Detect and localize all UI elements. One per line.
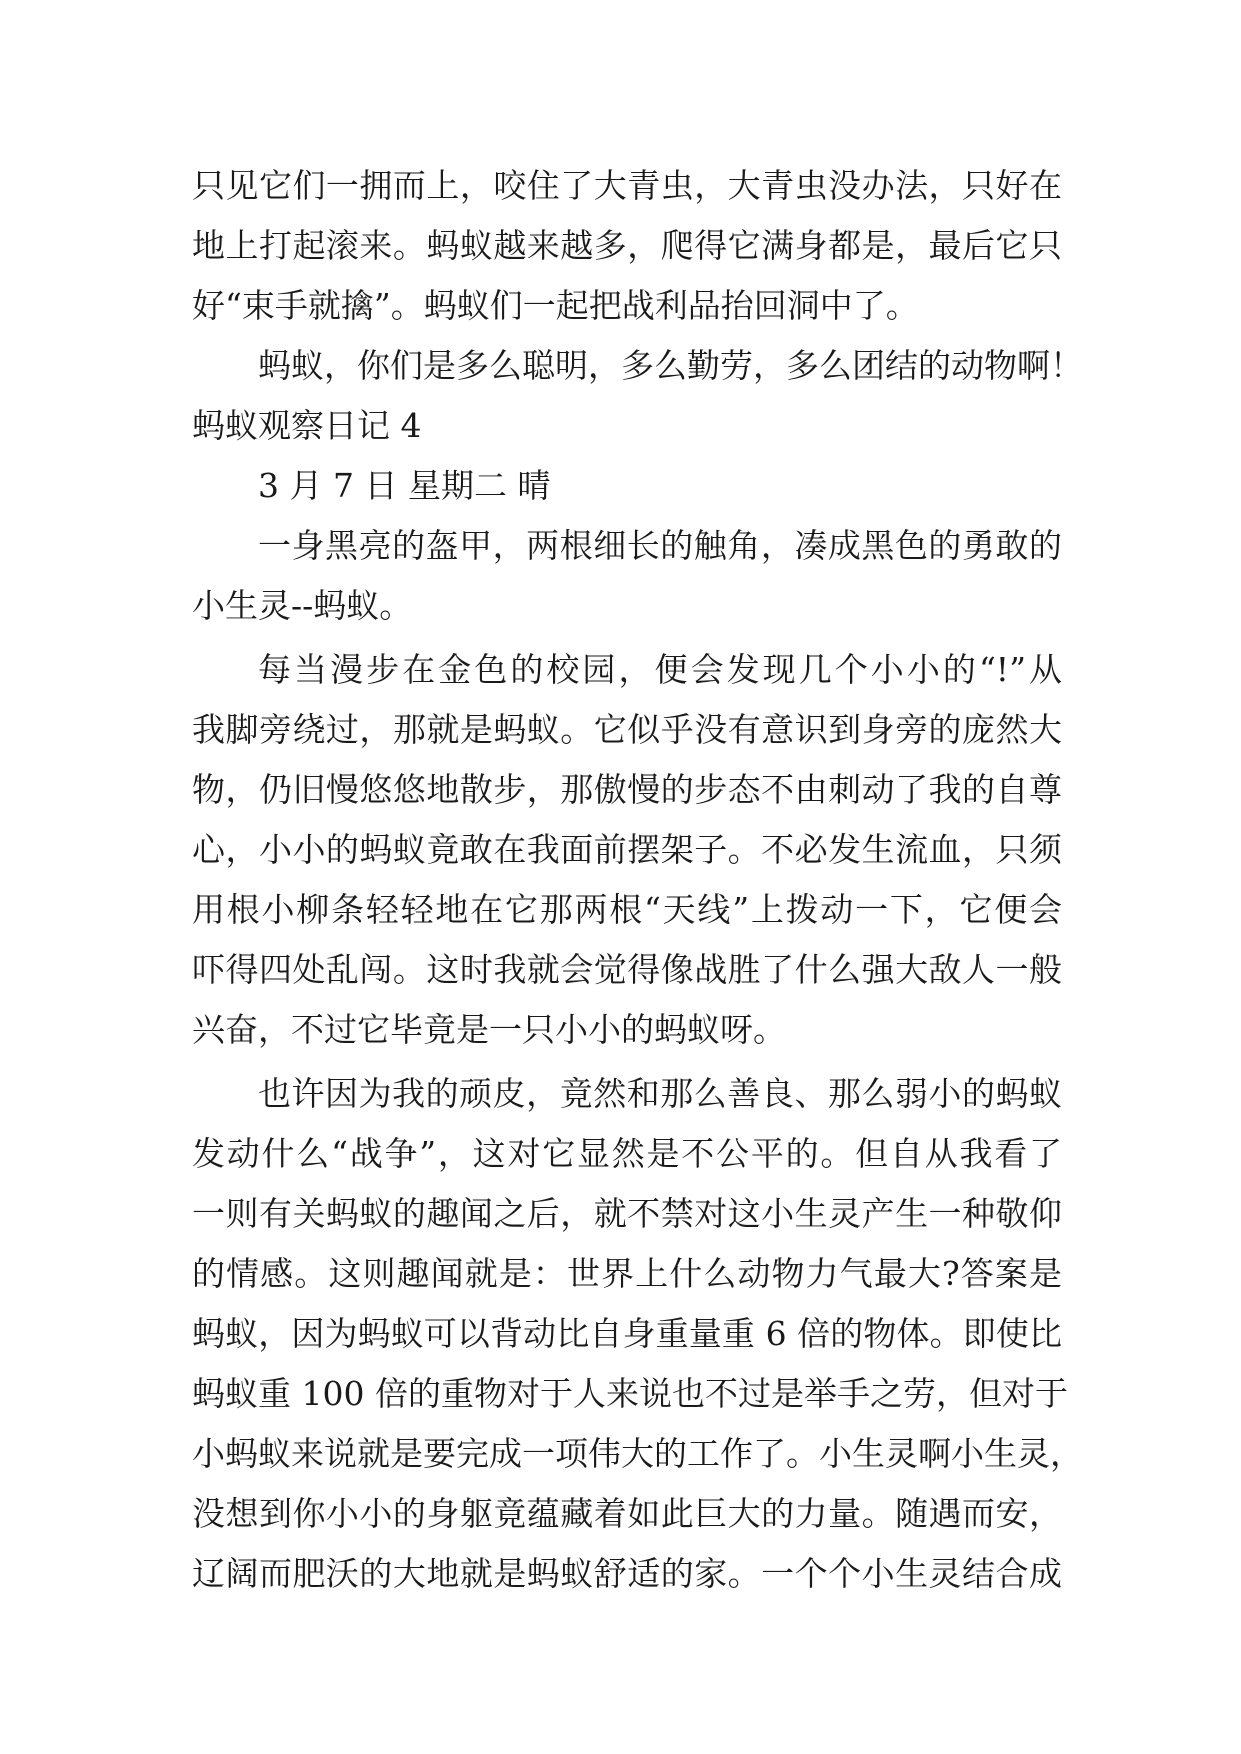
text-line: 物，仍旧慢悠悠地散步，那傲慢的步态不由刺动了我的自尊 [192, 770, 1062, 809]
text-line: 吓得四处乱闯。这时我就会觉得像战胜了什么强大敌人一般 [192, 950, 1062, 989]
text-line: 兴奋，不过它毕竟是一只小小的蚂蚁呀。 [192, 1010, 786, 1049]
text-line: 小生灵--蚂蚁。 [192, 586, 413, 625]
text-line: 我脚旁绕过，那就是蚂蚁。它似乎没有意识到身旁的庞然大 [192, 710, 1062, 749]
text-line: 没想到你小小的身躯竟蕴藏着如此巨大的力量。随遇而安， [192, 1494, 1062, 1533]
text-line: 辽阔而肥沃的大地就是蚂蚁舒适的家。一个个小生灵结合成 [192, 1554, 1062, 1593]
text-line: 用根小柳条轻轻地在它那两根“天线”上拨动一下，它便会 [192, 890, 1062, 929]
text-line: 心，小小的蚂蚁竟敢在我面前摆架子。不必发生流血，只须 [192, 830, 1062, 869]
text-line: 好“束手就擒”。蚂蚁们一起把战利品抬回洞中了。 [192, 286, 919, 325]
text-line: 蚂蚁，你们是多么聪明，多么勤劳，多么团结的动物啊！ [258, 346, 1083, 385]
text-line: 发动什么“战争”，这对它显然是不公平的。但自从我看了 [192, 1134, 1062, 1173]
section-heading: 蚂蚁观察日记 4 [192, 406, 422, 445]
text-line: 蚂蚁重 100 倍的重物对于人来说也不过是举手之劳，但对于 [192, 1374, 1068, 1413]
text-line: 只见它们一拥而上，咬住了大青虫，大青虫没办法，只好在 [192, 166, 1062, 205]
text-line: 每当漫步在金色的校园，便会发现几个小小的“!”从 [258, 650, 1062, 689]
text-line: 小蚂蚁来说就是要完成一项伟大的工作了。小生灵啊小生灵， [192, 1434, 1083, 1473]
text-line: 地上打起滚来。蚂蚁越来越多，爬得它满身都是，最后它只 [192, 226, 1062, 265]
text-line: 一则有关蚂蚁的趣闻之后，就不禁对这小生灵产生一种敬仰 [192, 1194, 1062, 1233]
text-line: 一身黑亮的盔甲，两根细长的触角，凑成黑色的勇敢的 [258, 526, 1062, 565]
text-line: 的情感。这则趣闻就是：世界上什么动物力气最大?答案是 [192, 1254, 1062, 1293]
diary-date: 3 月 7 日 星期二 晴 [258, 466, 551, 505]
text-line: 也许因为我的顽皮，竟然和那么善良、那么弱小的蚂蚁 [258, 1074, 1062, 1113]
text-line: 蚂蚁，因为蚂蚁可以背动比自身重量重 6 倍的物体。即使比 [192, 1314, 1062, 1353]
